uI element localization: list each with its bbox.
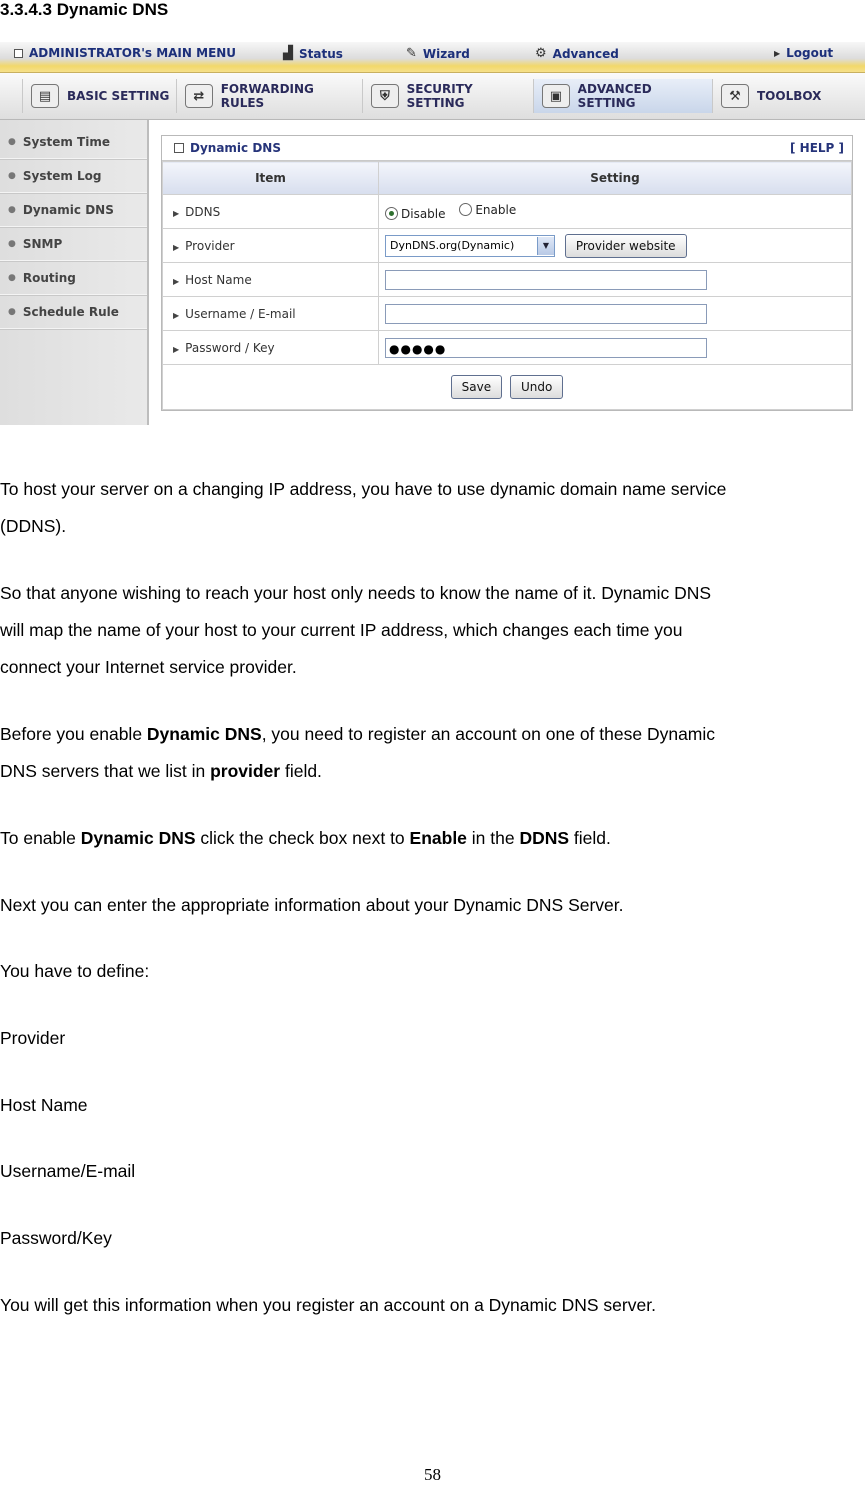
sidebar-item-label: Schedule Rule (22, 304, 119, 319)
help-link[interactable]: [ HELP ] (789, 141, 844, 155)
column-header-setting: Setting (379, 162, 852, 195)
status-label: Status (299, 46, 343, 61)
password-input[interactable]: ●●●●● (385, 338, 707, 358)
panel-header (162, 136, 852, 161)
status-link[interactable] (283, 46, 343, 61)
tab-basic-setting[interactable] (22, 79, 173, 113)
arrow-right-icon: ▶ (774, 48, 781, 58)
admin-menu-label: ADMINISTRATOR's MAIN MENU (29, 46, 237, 60)
bullet-icon: ● (8, 204, 16, 215)
define-item-provider: Provider (0, 1028, 66, 1048)
paragraph-7: You will get this information when you register an account on a Dynamic DNS server. (0, 1295, 656, 1315)
ddns-label-cell (163, 195, 379, 229)
wizard-icon: ✎ (406, 46, 417, 61)
radio-unselected-icon (459, 203, 472, 216)
define-item-username: Username/E-mail (0, 1161, 136, 1181)
arrow-right-icon: ▶ (173, 344, 180, 354)
bullet-icon: ● (8, 170, 16, 181)
advanced-link[interactable] (535, 46, 619, 61)
sidebar-item-routing[interactable] (0, 261, 147, 295)
provider-label: Provider (185, 238, 235, 253)
username-label: Username / E-mail (185, 306, 296, 321)
tab-forwarding-rules[interactable] (176, 79, 360, 113)
sidebar-item-label: System Log (22, 168, 102, 183)
table-row (163, 195, 852, 229)
sidebar-item-label: System Time (22, 134, 110, 149)
ddns-enable-radio[interactable] (459, 203, 516, 217)
tab-basic-label: BASIC SETTING (67, 89, 170, 103)
square-icon (14, 49, 23, 58)
paragraph-4: To enable Dynamic DNS click the check box next to Enable in the DDNS field. (0, 828, 611, 848)
paragraph-3-line-2: DNS servers that we list in provider field. (0, 761, 322, 781)
tab-forwarding-label: FORWARDING RULES (220, 82, 314, 110)
disable-label: Disable (401, 206, 446, 221)
advanced-icon: ⚙ (535, 46, 547, 61)
define-item-password: Password/Key (0, 1228, 112, 1248)
paragraph-6: You have to define: (0, 961, 150, 981)
bullet-icon: ● (8, 306, 16, 317)
wizard-label: Wizard (422, 46, 470, 61)
paragraph-1-line-2: (DDNS). (0, 516, 67, 536)
sidebar-item-system-log[interactable] (0, 159, 147, 193)
emphasis-dynamic-dns: Dynamic DNS (146, 724, 262, 744)
sidebar-item-snmp[interactable] (0, 227, 147, 261)
sidebar-item-label: SNMP (22, 236, 63, 251)
emphasis-enable: Enable (409, 828, 467, 848)
dynamic-dns-panel (161, 135, 853, 411)
logout-link[interactable] (774, 46, 833, 60)
table-row (163, 263, 852, 297)
enable-label: Enable (475, 202, 517, 217)
provider-select[interactable] (385, 235, 555, 257)
paragraph-2-line-3: connect your Internet service provider. (0, 657, 297, 677)
host-name-label: Host Name (185, 272, 252, 287)
tab-toolbox-label: TOOLBOX (757, 89, 822, 103)
router-ui-screenshot (0, 42, 865, 425)
provider-selected-value: DynDNS.org(Dynamic) (390, 239, 515, 252)
settings-tab-bar (0, 73, 865, 120)
paragraph-1-line-1: To host your server on a changing IP address, you have to use dynamic domain name service (0, 479, 727, 499)
undo-button[interactable]: Undo (510, 375, 563, 399)
forwarding-icon: ⇄ (185, 84, 213, 108)
arrow-right-icon: ▶ (173, 310, 180, 320)
advanced-label: Advanced (552, 46, 619, 61)
settings-table (162, 161, 852, 410)
column-header-item: Item (163, 162, 379, 195)
paragraph-2-line-1: So that anyone wishing to reach your host only needs to know the name of it. Dynamic DNS (0, 583, 712, 603)
ddns-label: DDNS (185, 204, 221, 219)
paragraph-5: Next you can enter the appropriate information about your Dynamic DNS Server. (0, 895, 624, 915)
username-input[interactable] (385, 304, 707, 324)
sidebar-item-label: Dynamic DNS (22, 202, 114, 217)
define-item-host-name: Host Name (0, 1095, 88, 1115)
table-row (163, 229, 852, 263)
square-icon (174, 143, 184, 153)
tab-toolbox[interactable] (712, 79, 831, 113)
status-icon: ▟ (283, 46, 293, 61)
bullet-icon: ● (8, 272, 16, 283)
bullet-icon: ● (8, 238, 16, 249)
toolbox-icon: ⚒ (721, 84, 749, 108)
host-name-input[interactable] (385, 270, 707, 290)
save-button[interactable]: Save (451, 375, 502, 399)
paragraph-2-line-2: will map the name of your host to your current IP address, which changes each time you (0, 620, 683, 640)
tab-advanced-setting[interactable] (533, 79, 712, 113)
tab-advanced-label: ADVANCED SETTING (577, 82, 652, 110)
section-heading: 3.3.4.3 Dynamic DNS (0, 0, 169, 19)
panel-title: Dynamic DNS (190, 141, 281, 155)
table-row (163, 297, 852, 331)
actions-cell (163, 365, 852, 410)
top-menu-bar (0, 42, 865, 73)
radio-selected-icon (385, 207, 398, 220)
shield-icon: ⛨ (371, 84, 399, 108)
logout-label: Logout (786, 46, 834, 60)
tab-security-setting[interactable] (362, 79, 533, 113)
tab-security-label: SECURITY SETTING (406, 82, 473, 110)
paragraph-3-line-1: Before you enable Dynamic DNS, you need to register an account on one of these Dynamic (0, 724, 716, 744)
provider-website-button[interactable]: Provider website (565, 234, 687, 258)
sidebar-item-system-time[interactable] (0, 125, 147, 159)
ddns-disable-radio[interactable] (385, 207, 446, 221)
arrow-right-icon: ▶ (173, 276, 180, 286)
arrow-right-icon: ▶ (173, 242, 180, 252)
arrow-right-icon: ▶ (173, 208, 180, 218)
advanced-sidebar (0, 120, 149, 425)
emphasis-ddns: DDNS (519, 828, 570, 848)
emphasis-provider: provider (210, 761, 281, 781)
wizard-link[interactable] (406, 46, 470, 61)
monitor-icon: ▣ (542, 84, 570, 108)
password-label: Password / Key (185, 340, 275, 355)
table-row (163, 331, 852, 365)
admin-main-menu[interactable] (14, 46, 236, 60)
book-icon: ▤ (31, 84, 59, 108)
chevron-down-icon: ▼ (537, 237, 554, 255)
emphasis-dynamic-dns: Dynamic DNS (80, 828, 196, 848)
bullet-icon: ● (8, 136, 16, 147)
sidebar-item-schedule-rule[interactable] (0, 295, 147, 329)
page-number: 58 (424, 1465, 441, 1484)
sidebar-item-label: Routing (22, 270, 76, 285)
sidebar-item-dynamic-dns[interactable] (0, 193, 147, 227)
